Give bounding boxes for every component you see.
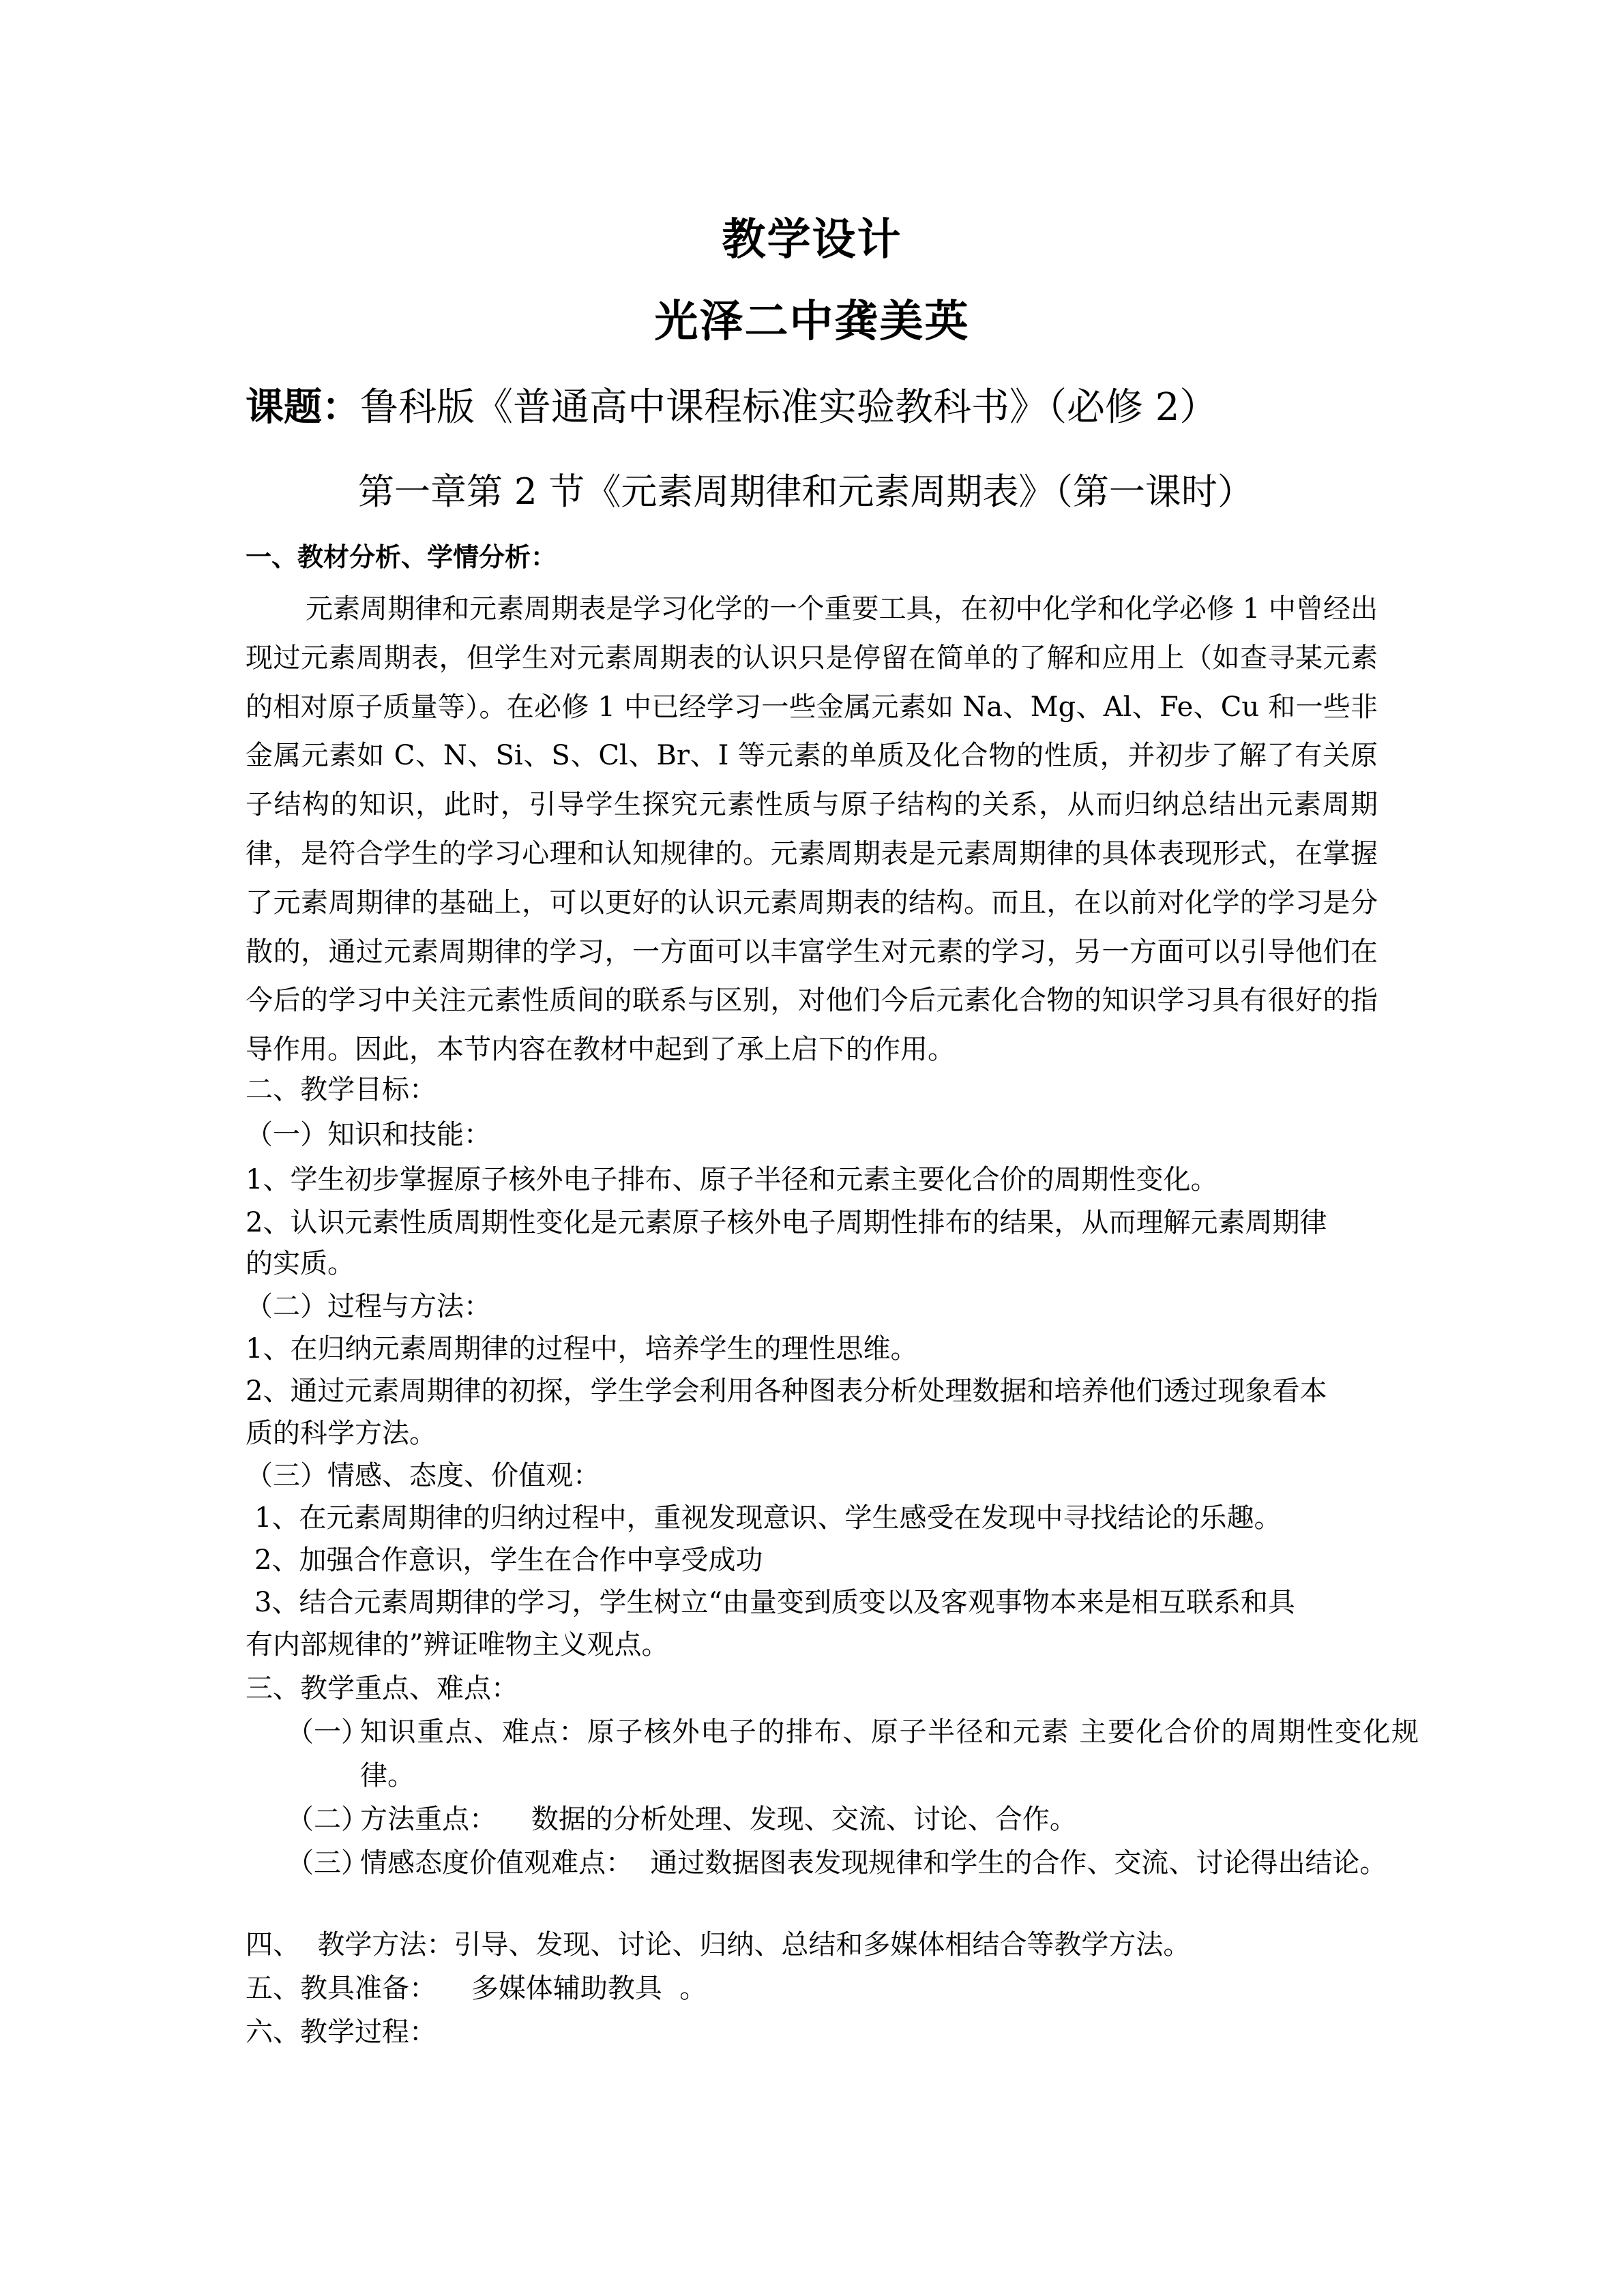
key-point-2-text: 方法重点： 数据的分析处理、发现、交流、讨论、合作。 bbox=[360, 1804, 1077, 1835]
goal3-item1: 1、在元素周期律的归纳过程中，重视发现意识、学生感受在发现中寻找结论的乐趣。 bbox=[254, 1502, 1282, 1534]
goal3-item3-line1: 3、结合元素周期律的学习，学生树立“由量变到质变以及客观事物本来是相互联系和具 bbox=[254, 1587, 1295, 1618]
key-point-1-text: 知识重点、难点：原子核外电子的排布、原子半径和元素 主要化合价的周期性变化规律。 bbox=[360, 1716, 1419, 1791]
goal1-item2-line2: 的实质。 bbox=[246, 1248, 355, 1279]
section6-process: 六、教学过程： bbox=[246, 2016, 437, 2048]
goal3-heading: （三）情感、态度、价值观： bbox=[246, 1460, 600, 1491]
goal2-item2-line1: 2、通过元素周期律的初探，学生学会利用各种图表分析处理数据和培养他们透过现象看本 bbox=[246, 1375, 1327, 1407]
section4-methods: 四、 教学方法：引导、发现、讨论、归纳、总结和多媒体相结合等教学方法。 bbox=[246, 1929, 1191, 1960]
goal2-item2-line2: 质的科学方法。 bbox=[246, 1418, 437, 1449]
section1-paragraph: 元素周期律和元素周期表是学习化学的一个重要工具，在初中化学和化学必修 1 中曾经出现过元素周期表，但学生对元素周期表的认识只是停留在简单的了解和应用上（如查寻某元素的相对原子质量等）。在必修 1 中已经学习一些金属元素如 Na、Mg、Al、Fe、Cu 和一些非金属元素如 C、N、Si、S、Cl、Br、I 等元素的单质及化合物的性质，并初步了解了有关原子结构的知识，此时，引导学生探究元素性质与原子结构的关系，从而归纳总结出元素周期律，是符合学生的学习心理和认知规律的。元素周期表是元素周期律的具体表现形式，在掌握了元素周期律的基础上，可以更好的认识元素周期表的结构。而且，在以前对化学的学习是分散的，通过元素周期律的学习，一方面可以丰富学生对元素的学习，另一方面可以引导他们在今后的学习中关注元素性质间的联系与区别，对他们今后元素化合物的知识学习具有很好的指导作用。因此，本节内容在教材中起到了承上启下的作用。 bbox=[246, 593, 1378, 1066]
author-line: 光泽二中龚美英 bbox=[654, 297, 970, 347]
key-point-1 bbox=[286, 1710, 1419, 1798]
section2-heading: 二、教学目标： bbox=[246, 1074, 437, 1105]
key-point-3-label: （三） bbox=[286, 1847, 368, 1879]
lesson-subtitle: 第一章第 2 节《元素周期律和元素周期表》（第一课时） bbox=[358, 471, 1254, 513]
goal1-heading: （一）知识和技能： bbox=[246, 1119, 491, 1150]
topic-text: 鲁科版《普通高中课程标准实验教科书》（必修 2） bbox=[360, 385, 1218, 430]
goal2-item1: 1、在归纳元素周期律的过程中，培养学生的理性思维。 bbox=[246, 1333, 918, 1365]
section5-tools: 五、教具准备： 多媒体辅助教具 。 bbox=[246, 1973, 707, 2004]
goal3-item3-line2: 有内部规律的”辨证唯物主义观点。 bbox=[246, 1629, 669, 1660]
key-point-3-text: 情感态度价值观难点： 通过数据图表发现规律和学生的合作、交流、讨论得出结论。 bbox=[360, 1847, 1387, 1879]
key-point-2 bbox=[286, 1798, 1419, 1841]
goal2-heading: （二）过程与方法： bbox=[246, 1291, 491, 1322]
section1-heading: 一、教材分析、学情分析： bbox=[246, 542, 557, 572]
key-point-1-label: （一） bbox=[286, 1716, 368, 1748]
section3-heading: 三、教学重点、难点： bbox=[246, 1673, 518, 1704]
key-point-2-label: （二） bbox=[286, 1804, 368, 1835]
topic-label: 课题： bbox=[246, 385, 360, 430]
document-title: 教学设计 bbox=[722, 215, 902, 265]
topic-line bbox=[246, 385, 1218, 430]
goal1-item1: 1、学生初步掌握原子核外电子排布、原子半径和元素主要化合价的周期性变化。 bbox=[246, 1164, 1218, 1195]
key-point-3 bbox=[286, 1841, 1419, 1885]
goal1-item2-line1: 2、认识元素性质周期性变化是元素原子核外电子周期性排布的结果，从而理解元素周期律 bbox=[246, 1207, 1327, 1238]
goal3-item2: 2、加强合作意识，学生在合作中享受成功 bbox=[254, 1545, 763, 1576]
